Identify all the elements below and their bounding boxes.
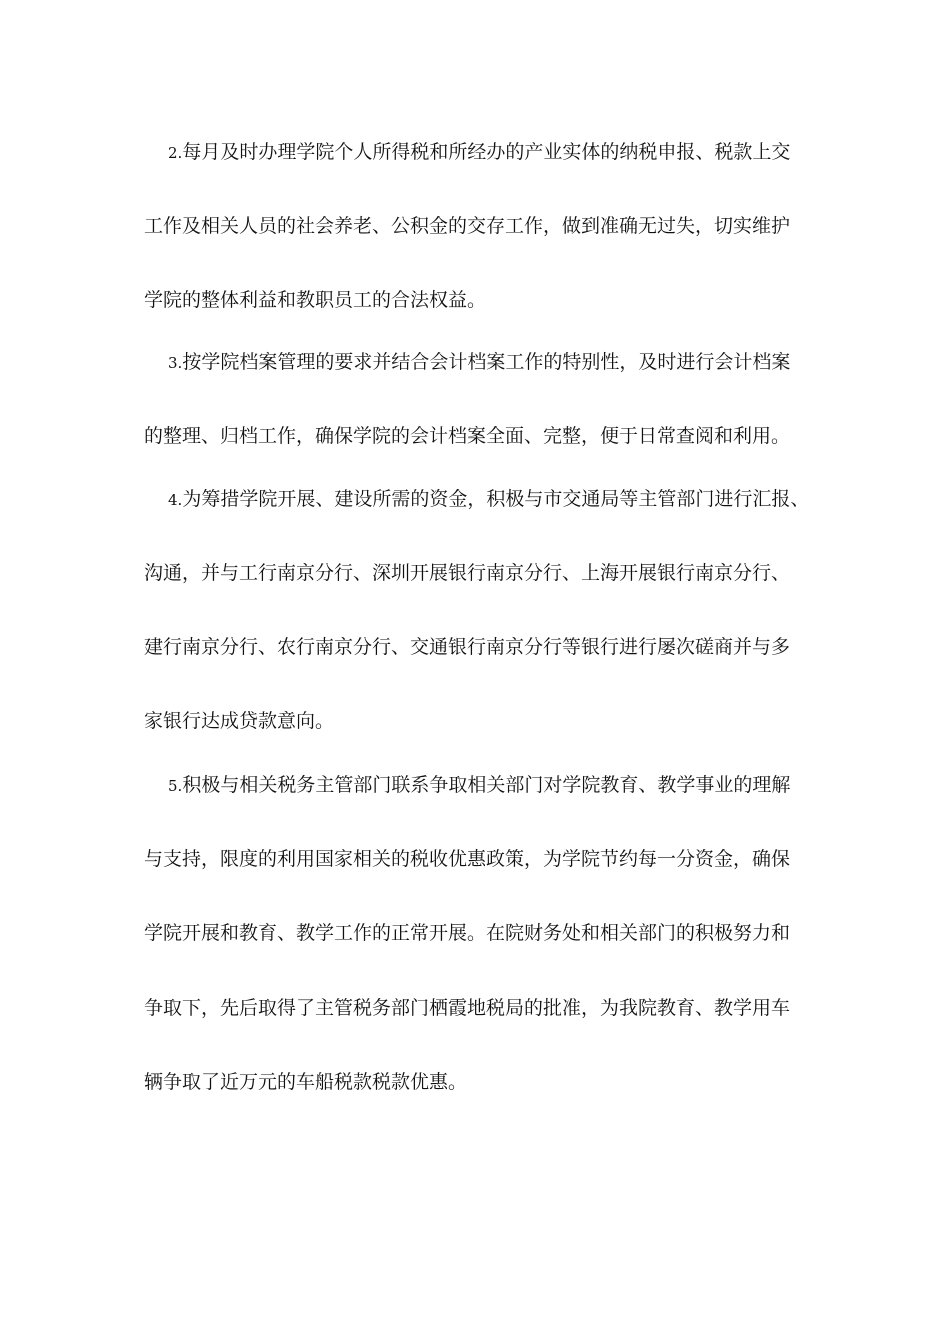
paragraph-2-line-3: 学院的整体利益和教职员工的合法权益。 (144, 289, 487, 311)
paragraph-3-line-1 (168, 347, 790, 377)
paragraph-5-line-5: 辆争取了近万元的车船税款税款优惠。 (144, 1071, 468, 1093)
paragraph-4-line-1 (168, 484, 809, 514)
paragraph-5-line-3: 学院开展和教育、教学工作的正常开展。在院财务处和相关部门的积极努力和 (144, 922, 791, 944)
paragraph-2-line-1 (168, 137, 790, 167)
paragraph-4-line-2: 沟通，并与工行南京分行、深圳开展银行南京分行、上海开展银行南京分行、 (144, 562, 791, 584)
paragraph-5-line-1 (168, 770, 790, 800)
paragraph-4-line-3: 建行南京分行、农行南京分行、交通银行南京分行等银行进行屡次磋商并与多 (144, 636, 791, 658)
paragraph-4-number: 4. (168, 491, 183, 509)
paragraph-2-text-1: 每月及时办理学院个人所得税和所经办的产业实体的纳税申报、税款上交 (182, 141, 791, 163)
paragraph-2-number: 2. (168, 144, 183, 162)
paragraph-5-line-4: 争取下，先后取得了主管税务部门栖霞地税局的批准，为我院教育、教学用车 (144, 997, 791, 1019)
paragraph-3-text-1: 按学院档案管理的要求并结合会计档案工作的特别性，及时进行会计档案 (182, 351, 791, 373)
paragraph-5-line-2: 与支持，限度的利用国家相关的税收优惠政策，为学院节约每一分资金，确保 (144, 848, 791, 870)
paragraph-5-text-1: 积极与相关税务主管部门联系争取相关部门对学院教育、教学事业的理解 (182, 774, 791, 796)
paragraph-3-line-2: 的整理、归档工作，确保学院的会计档案全面、完整，便于日常查阅和利用。 (144, 425, 791, 447)
paragraph-4-text-1: 为筹措学院开展、建设所需的资金，积极与市交通局等主管部门进行汇报、 (182, 488, 810, 510)
paragraph-5-number: 5. (168, 777, 183, 795)
paragraph-4-line-4: 家银行达成贷款意向。 (144, 710, 335, 732)
paragraph-2-line-2: 工作及相关人员的社会养老、公积金的交存工作，做到准确无过失，切实维护 (144, 215, 791, 237)
paragraph-3-number: 3. (168, 354, 183, 372)
